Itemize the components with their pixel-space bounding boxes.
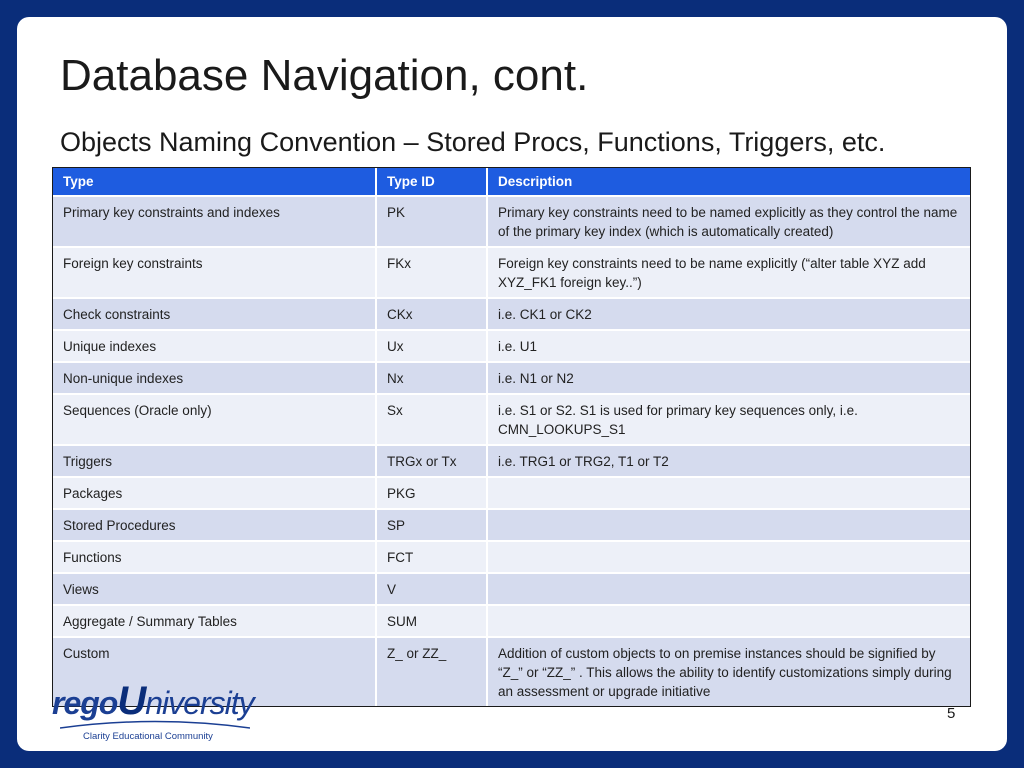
- cell-description: i.e. CK1 or CK2: [487, 298, 970, 330]
- table-row: [53, 541, 970, 573]
- cell-type-id: PK: [376, 196, 487, 247]
- slide: [17, 17, 1007, 751]
- cell-description: i.e. U1: [487, 330, 970, 362]
- cell-description: [487, 477, 970, 509]
- cell-type: Views: [53, 573, 376, 605]
- cell-type: Packages: [53, 477, 376, 509]
- cell-type-id: Z_ or ZZ_: [376, 637, 487, 706]
- cell-type: Custom: [53, 637, 376, 706]
- cell-type: Triggers: [53, 445, 376, 477]
- cell-type: Functions: [53, 541, 376, 573]
- cell-type-id: SP: [376, 509, 487, 541]
- logo-wordmark: [52, 679, 254, 724]
- table-row: [53, 196, 970, 247]
- cell-type: Unique indexes: [53, 330, 376, 362]
- cell-description: [487, 605, 970, 637]
- logo-part-rego: rego: [52, 685, 118, 721]
- logo-part-u: U: [117, 679, 146, 723]
- cell-description: i.e. TRG1 or TRG2, T1 or T2: [487, 445, 970, 477]
- table-row: [53, 247, 970, 298]
- cell-description: [487, 541, 970, 573]
- cell-type-id: SUM: [376, 605, 487, 637]
- cell-description: [487, 509, 970, 541]
- cell-type: Stored Procedures: [53, 509, 376, 541]
- cell-type-id: V: [376, 573, 487, 605]
- cell-type: Sequences (Oracle only): [53, 394, 376, 445]
- cell-type-id: FKx: [376, 247, 487, 298]
- cell-type-id: Nx: [376, 362, 487, 394]
- naming-convention-table: [52, 167, 971, 707]
- cell-type: Non-unique indexes: [53, 362, 376, 394]
- cell-description: Addition of custom objects to on premise instances should be signified by “Z_” or “ZZ_” . This allows the ability to identify customizations simply during an assessment or upgrade initiative: [487, 637, 970, 706]
- cell-type-id: TRGx or Tx: [376, 445, 487, 477]
- header-description: Description: [487, 168, 970, 196]
- cell-type: Foreign key constraints: [53, 247, 376, 298]
- table-header-row: [53, 168, 970, 196]
- header-type-id: Type ID: [376, 168, 487, 196]
- logo-part-niversity: niversity: [145, 685, 254, 721]
- table-row: [53, 605, 970, 637]
- cell-type: Primary key constraints and indexes: [53, 196, 376, 247]
- table-row: [53, 362, 970, 394]
- cell-type-id: Ux: [376, 330, 487, 362]
- cell-type-id: CKx: [376, 298, 487, 330]
- cell-description: i.e. N1 or N2: [487, 362, 970, 394]
- table-row: [53, 477, 970, 509]
- cell-type: Check constraints: [53, 298, 376, 330]
- cell-description: Primary key constraints need to be named explicitly as they control the name of the primary key index (which is automatically created): [487, 196, 970, 247]
- logo-tagline: Clarity Educational Community: [83, 731, 213, 742]
- logo-swoosh-icon: [60, 719, 250, 729]
- table-row: [53, 573, 970, 605]
- cell-description: [487, 573, 970, 605]
- table-row: [53, 298, 970, 330]
- cell-description: i.e. S1 or S2. S1 is used for primary key sequences only, i.e. CMN_LOOKUPS_S1: [487, 394, 970, 445]
- table-row: [53, 394, 970, 445]
- slide-title: Database Navigation, cont.: [60, 51, 589, 100]
- header-type: Type: [53, 168, 376, 196]
- cell-type: Aggregate / Summary Tables: [53, 605, 376, 637]
- rego-university-logo: [52, 679, 262, 741]
- table-row: [53, 330, 970, 362]
- table: [53, 168, 970, 706]
- table-row: [53, 445, 970, 477]
- page-number: 5: [947, 705, 956, 722]
- cell-type-id: FCT: [376, 541, 487, 573]
- cell-type-id: PKG: [376, 477, 487, 509]
- cell-description: Foreign key constraints need to be name explicitly (“alter table XYZ add XYZ_FK1 foreign key..”): [487, 247, 970, 298]
- table-row: [53, 509, 970, 541]
- slide-subtitle: Objects Naming Convention – Stored Procs, Functions, Triggers, etc.: [60, 127, 886, 157]
- cell-type-id: Sx: [376, 394, 487, 445]
